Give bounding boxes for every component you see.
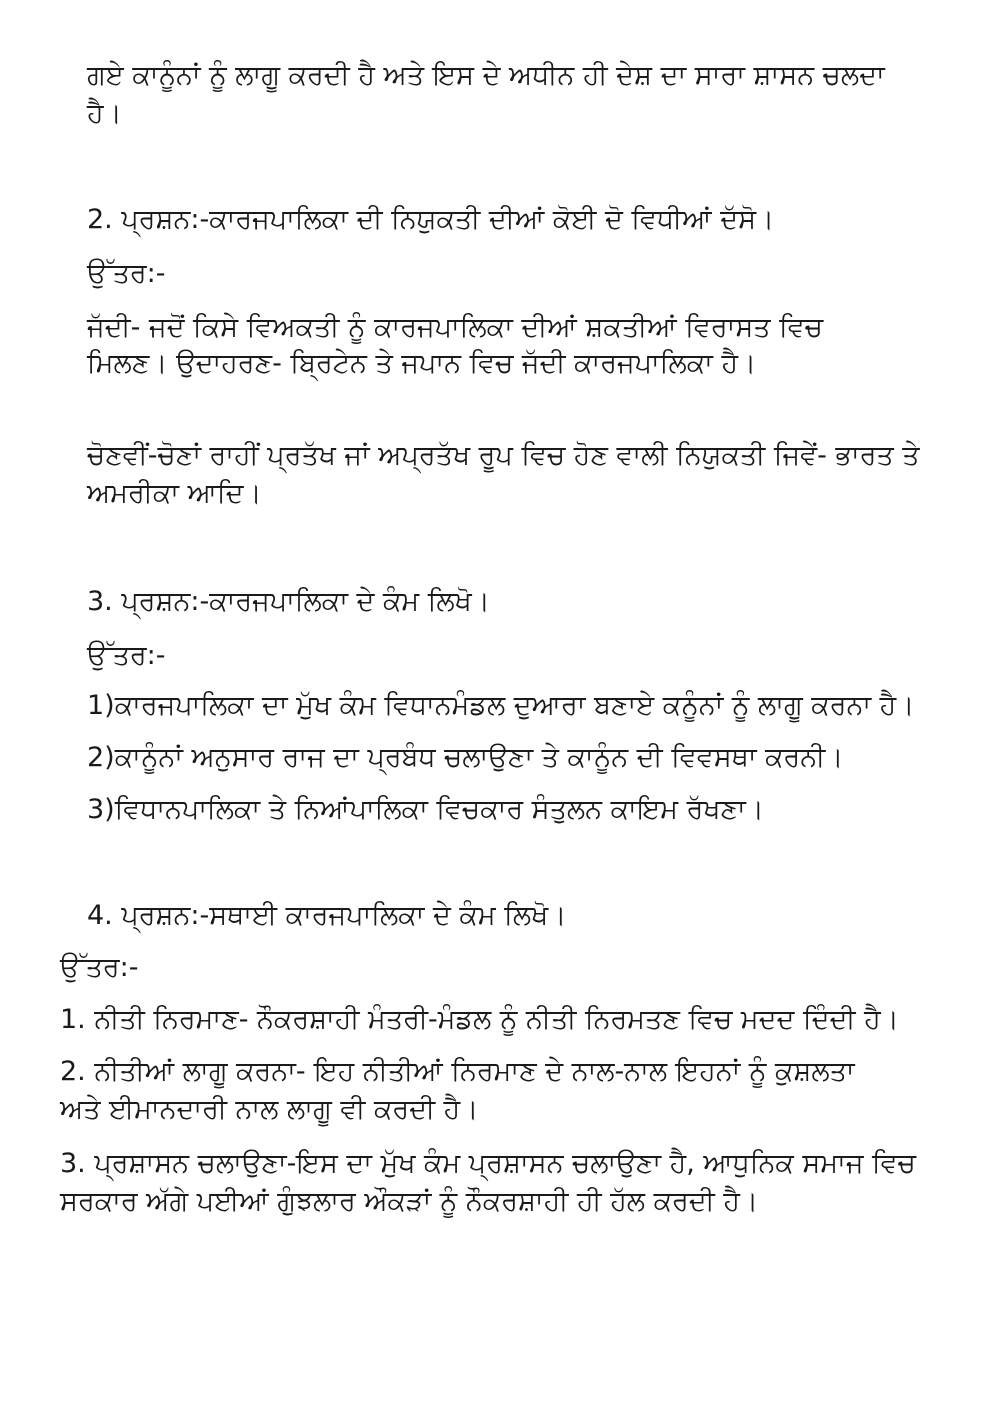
q3-answer-label: ਉੱਤਰ:- <box>87 640 166 671</box>
q2-answer-label: ਉੱਤਰ:- <box>87 258 166 289</box>
q3-item-2: 2)ਕਾਨੂੰਨਾਂ ਅਨੁਸਾਰ ਰਾਜ ਦਾ ਪ੍ਰਬੰਧ ਚਲਾਉਣਾ ਤੇ ਕਾਨੂੰਨ ਦੀ ਵਿਵਸਥਾ ਕਰਨੀ। <box>87 742 844 773</box>
carryover-line-2: ਹੈ। <box>87 98 122 129</box>
q4-answer-label: ਉੱਤਰ:- <box>60 952 139 983</box>
q4-item-1: 1. ਨੀਤੀ ਨਿਰਮਾਣ- ਨੌਕਰਸ਼ਾਹੀ ਮੰਤਰੀ-ਮੰਡਲ ਨੂੰ ਨੀਤੀ ਨਿਰਮਤਣ ਵਿਚ ਮਦਦ ਦਿੰਦੀ ਹੈ। <box>60 1004 899 1035</box>
q4-item-2-line-2: ਅਤੇ ਈਮਾਨਦਾਰੀ ਨਾਲ ਲਾਗੂ ਵੀ ਕਰਦੀ ਹੈ। <box>60 1094 479 1125</box>
q4-item-3-line-2: ਸਰਕਾਰ ਅੱਗੇ ਪਈਆਂ ਗੁੰਝਲਾਰ ਔਕੜਾਂ ਨੂੰ ਨੌਕਰਸ਼ਾਹੀ ਹੀ ਹੱਲ ਕਰਦੀ ਹੈ। <box>60 1186 759 1217</box>
q2-p2-line-2: ਅਮਰੀਕਾ ਆਦਿ। <box>87 478 262 509</box>
q2-p2-line-1: ਚੋਣਵੀਂ-ਚੋਣਾਂ ਰਾਹੀਂ ਪ੍ਰਤੱਖ ਜਾਂ ਅਪ੍ਰਤੱਖ ਰੂਪ ਵਿਚ ਹੋਣ ਵਾਲੀ ਨਿਯੁਕਤੀ ਜਿਵੇਂ- ਭਾਰਤ ਤੇ <box>87 440 920 471</box>
q2-p1-line-1: ਜੱਦੀ- ਜਦੋਂ ਕਿਸੇ ਵਿਅਕਤੀ ਨੂੰ ਕਾਰਜਪਾਲਿਕਾ ਦੀਆਂ ਸ਼ਕਤੀਆਂ ਵਿਰਾਸਤ ਵਿਚ <box>87 312 823 343</box>
q4-item-2-line-1: 2. ਨੀਤੀਆਂ ਲਾਗੂ ਕਰਨਾ- ਇਹ ਨੀਤੀਆਂ ਨਿਰਮਾਣ ਦੇ ਨਾਲ-ਨਾਲ ਇਹਨਾਂ ਨੂੰ ਕੁਸ਼ਲਤਾ <box>60 1056 855 1087</box>
q3-item-1: 1)ਕਾਰਜਪਾਲਿਕਾ ਦਾ ਮੁੱਖ ਕੰਮ ਵਿਧਾਨਮੰਡਲ ਦੁਆਰਾ ਬਣਾਏ ਕਨੂੰਨਾਂ ਨੂੰ ਲਾਗੂ ਕਰਨਾ ਹੈ। <box>87 690 915 721</box>
q4-question: 4. ਪ੍ਰਸ਼ਨ:-ਸਥਾਈ ਕਾਰਜਪਾਲਿਕਾ ਦੇ ਕੰਮ ਲਿਖੋ। <box>87 900 567 931</box>
q4-item-3-line-1: 3. ਪ੍ਰਸ਼ਾਸਨ ਚਲਾਉਣਾ-ਇਸ ਦਾ ਮੁੱਖ ਕੰਮ ਪ੍ਰਸ਼ਾਸਨ ਚਲਾਉਣਾ ਹੈ, ਆਧੁਨਿਕ ਸਮਾਜ ਵਿਚ <box>60 1148 916 1179</box>
q2-question: 2. ਪ੍ਰਸ਼ਨ:-ਕਾਰਜਪਾਲਿਕਾ ਦੀ ਨਿਯੁਕਤੀ ਦੀਆਂ ਕੋਈ ਦੋ ਵਿਧੀਆਂ ਦੱਸੋ। <box>87 204 775 235</box>
carryover-line-1: ਗਏ ਕਾਨੂੰਨਾਂ ਨੂੰ ਲਾਗੂ ਕਰਦੀ ਹੈ ਅਤੇ ਇਸ ਦੇ ਅਧੀਨ ਹੀ ਦੇਸ਼ ਦਾ ਸਾਰਾ ਸ਼ਾਸਨ ਚਲਦਾ <box>87 60 885 91</box>
q2-p1-line-2: ਮਿਲਣ। ਉਦਾਹਰਣ- ਬ੍ਰਿਟੇਨ ਤੇ ਜਪਾਨ ਵਿਚ ਜੱਦੀ ਕਾਰਜਪਾਲਿਕਾ ਹੈ। <box>87 348 757 379</box>
q3-question: 3. ਪ੍ਰਸ਼ਨ:-ਕਾਰਜਪਾਲਿਕਾ ਦੇ ਕੰਮ ਲਿਖੋ। <box>87 586 490 617</box>
q3-item-3: 3)ਵਿਧਾਨਪਾਲਿਕਾ ਤੇ ਨਿਆਂਪਾਲਿਕਾ ਵਿਚਕਾਰ ਸੰਤੁਲਨ ਕਾਇਮ ਰੱਖਣਾ। <box>87 794 764 825</box>
